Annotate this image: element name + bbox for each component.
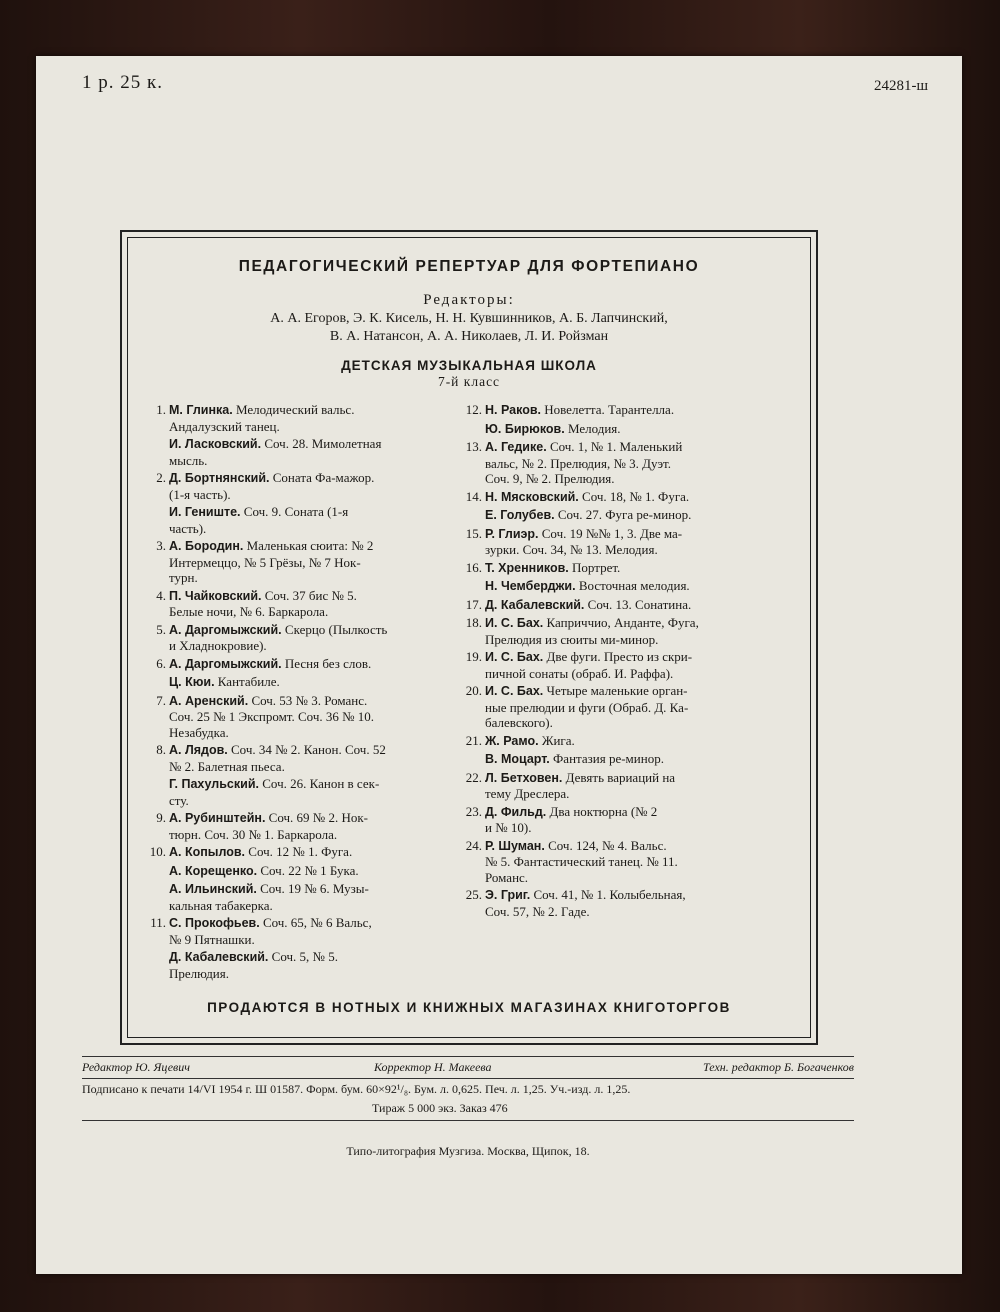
- entry-text: [485, 507, 776, 524]
- entry-line: [169, 949, 463, 966]
- entry-text: [485, 597, 776, 614]
- repertoire-entry: [456, 887, 776, 919]
- repertoire-entry: [456, 597, 776, 614]
- entry-text: [169, 622, 463, 654]
- composer-name: И. С. Бах.: [485, 616, 544, 630]
- entry-line: [485, 838, 776, 855]
- work-title: Мелодия.: [567, 420, 621, 436]
- work-title: Соч. 9. Соната (1-я: [243, 504, 349, 519]
- entry-text: [169, 402, 463, 434]
- composer-name: Ж. Рамо.: [485, 733, 539, 748]
- work-title: Романс.: [485, 869, 529, 885]
- repertoire-entry: [148, 674, 463, 691]
- repertoire-entry: [456, 615, 776, 647]
- composer-name: П. Чайковский.: [169, 588, 262, 603]
- work-title: пичной сонаты (обраб. И. Раффа).: [485, 665, 674, 681]
- entry-line: [485, 560, 776, 577]
- entry-number: [148, 863, 169, 880]
- entry-number: 5.: [156, 621, 166, 637]
- work-title: (1-я часть).: [169, 486, 231, 502]
- entry-number: [456, 507, 485, 524]
- entry-text: [169, 436, 463, 468]
- entry-number: 11.: [150, 915, 166, 930]
- entry-number: 10.: [149, 844, 166, 859]
- repertoire-entry: [148, 742, 463, 774]
- composer-name: Н. Мясковский.: [485, 489, 579, 504]
- repertoire-entry: [148, 470, 463, 502]
- entry-number: [148, 504, 169, 536]
- repertoire-entry: [456, 489, 776, 506]
- entry-text: [169, 674, 463, 691]
- repertoire-entry: [148, 656, 463, 673]
- entry-number: 17.: [465, 596, 482, 612]
- entry-number: 23.: [465, 803, 482, 819]
- composer-name: Г. Пахульский.: [169, 777, 259, 791]
- entry-number: [456, 578, 485, 595]
- entry-number: 22.: [465, 769, 482, 785]
- work-title: Кантабиле.: [217, 674, 280, 689]
- work-title: Соч. 28. Мимолетная: [264, 436, 382, 451]
- composer-name: А. Даргомыжский.: [169, 656, 282, 671]
- entry-text: [169, 844, 463, 861]
- box-title: ПЕДАГОГИЧЕСКИЙ РЕПЕРТУАР ДЛЯ ФОРТЕПИАНО: [238, 258, 700, 275]
- entry-text: [169, 949, 463, 981]
- entry-text: [169, 693, 463, 741]
- work-title: Жига.: [541, 732, 575, 748]
- entry-line: [169, 656, 463, 673]
- entry-number: 24.: [465, 837, 482, 853]
- entry-number: 14.: [465, 488, 482, 504]
- entry-text: [485, 578, 776, 595]
- entry-line: [169, 742, 463, 759]
- entry-text: [169, 470, 463, 502]
- entry-text: [485, 649, 776, 681]
- entry-number: 18.: [465, 615, 482, 630]
- entry-line: [169, 674, 463, 691]
- repertoire-entry: [456, 770, 776, 802]
- entry-text: [485, 560, 776, 577]
- entry-text: [485, 615, 776, 647]
- entry-line: [485, 649, 776, 666]
- work-title: Соч. 34 № 2. Канон. Соч. 52: [231, 742, 386, 757]
- entry-number: [456, 751, 485, 768]
- repertoire-entry: [148, 693, 463, 741]
- repertoire-entry: [148, 881, 463, 913]
- entry-line: [485, 683, 776, 700]
- entry-number: [148, 436, 169, 468]
- composer-name: А. Корещенко.: [169, 863, 258, 878]
- entry-text: [485, 838, 776, 886]
- work-title: Белые ночи, № 6. Баркарола.: [169, 604, 329, 619]
- composer-name: И. Гениште.: [169, 505, 241, 519]
- work-title: сту.: [169, 792, 189, 808]
- repertoire-right-column: [456, 402, 776, 921]
- composer-name: А. Аренский.: [169, 693, 249, 708]
- repertoire-entry: [456, 683, 776, 731]
- work-title: часть).: [169, 520, 207, 536]
- entry-text: [485, 887, 776, 919]
- grade-heading: 7-й класс: [437, 374, 501, 389]
- entry-text: [485, 683, 776, 731]
- entry-number: 19.: [465, 649, 482, 664]
- composer-name: Ц. Кюи.: [169, 675, 215, 689]
- repertoire-box: [120, 230, 818, 1045]
- repertoire-entry: [148, 949, 463, 981]
- work-title: мысль.: [169, 452, 208, 468]
- entry-text: [485, 526, 776, 558]
- composer-name: Ю. Бирюков.: [485, 421, 565, 436]
- repertoire-entry: [456, 804, 776, 836]
- entry-number: 1.: [156, 402, 166, 417]
- entry-line: [485, 887, 776, 904]
- entry-text: [485, 751, 776, 768]
- composer-name: Е. Голубев.: [485, 508, 555, 522]
- entry-line: [169, 810, 463, 827]
- entry-number: 12.: [465, 402, 482, 417]
- entry-number: [148, 674, 169, 691]
- work-title: Два ноктюрна (№ 2: [549, 803, 658, 819]
- work-title: зурки. Соч. 34, № 13. Мелодия.: [485, 542, 658, 557]
- editor-credit: Редактор Ю. Яцевич: [82, 1060, 190, 1074]
- work-title: Маленькая сюита: № 2: [246, 538, 374, 553]
- repertoire-entry: [148, 402, 463, 434]
- work-title: ные прелюдии и фуги (Обраб. Д. Ка-: [485, 699, 689, 715]
- work-title: Песня без слов.: [284, 655, 372, 671]
- work-title: Соч. 1, № 1. Маленький: [549, 439, 683, 454]
- work-title: Незабудка.: [169, 724, 229, 740]
- entry-line: [485, 507, 776, 524]
- entry-line: [169, 402, 463, 419]
- entry-line: [169, 915, 463, 932]
- work-title: вальс, № 2. Прелюдия, № 3. Дуэт.: [485, 455, 671, 471]
- repertoire-entry: [148, 622, 463, 654]
- entry-number: 4.: [156, 587, 166, 603]
- editors-line: В. А. Натансон, А. А. Николаев, Л. И. Ройзман: [329, 329, 609, 344]
- entry-number: [456, 421, 485, 438]
- entry-number: 3.: [156, 538, 166, 553]
- entry-line: [169, 844, 463, 861]
- entry-line: [169, 776, 463, 793]
- printer-info: Типо-литография Музгиза. Москва, Щипок, 18.: [346, 1144, 590, 1158]
- imprint-divider: [82, 1078, 854, 1079]
- work-title: Восточная мелодия.: [578, 578, 690, 593]
- work-title: Соч. 41, № 1. Колыбельная,: [533, 887, 686, 902]
- entry-number: 2.: [156, 470, 166, 485]
- entry-line: [169, 588, 463, 605]
- composer-name: С. Прокофьев.: [169, 916, 260, 930]
- work-title: Каприччио, Анданте, Фуга,: [546, 615, 699, 630]
- repertoire-entry: [456, 560, 776, 577]
- entry-line: [485, 751, 776, 768]
- work-title: № 9 Пятнашки.: [169, 931, 255, 947]
- entry-line: [169, 881, 463, 898]
- work-title: Мелодический вальс.: [235, 402, 355, 417]
- school-heading: ДЕТСКАЯ МУЗЫКАЛЬНАЯ ШКОЛА: [341, 358, 597, 373]
- entry-text: [485, 421, 776, 438]
- composer-name: Р. Глиэр.: [485, 526, 539, 541]
- entry-text: [485, 770, 776, 802]
- entry-text: [169, 588, 463, 620]
- work-title: Соч. 18, № 1. Фуга.: [582, 488, 690, 504]
- entry-line: [485, 578, 776, 595]
- repertoire-entry: [456, 439, 776, 487]
- entry-number: 21.: [465, 732, 482, 748]
- entry-line: [169, 436, 463, 453]
- composer-name: М. Глинка.: [169, 403, 233, 417]
- imprint-divider: [82, 1056, 854, 1057]
- work-title: балевского).: [485, 715, 553, 730]
- repertoire-entry: [148, 810, 463, 842]
- work-title: Соч. 27. Фуга ре-минор.: [557, 507, 692, 522]
- work-title: и Хладнокровие).: [169, 638, 267, 653]
- work-title: Интермеццо, № 5 Грёзы, № 7 Нок-: [169, 554, 361, 570]
- entry-text: [485, 489, 776, 506]
- entry-line: [169, 504, 463, 521]
- entry-number: 20.: [465, 683, 482, 698]
- entry-text: [169, 776, 463, 808]
- composer-name: Д. Бортнянский.: [169, 471, 270, 485]
- print-details: Подписано к печати 14/VI 1954 г. Ш 01587. Форм. бум. 60×92¹/₈. Бум. л. 0,625. Печ. л. 1,25. Уч.-изд. л. 1,25.: [82, 1082, 631, 1096]
- work-title: Соч. 26. Канон в сек-: [262, 776, 380, 791]
- repertoire-entry: [148, 915, 463, 947]
- work-title: тему Дреслера.: [485, 786, 570, 801]
- entry-text: [169, 863, 463, 880]
- work-title: Соч. 25 № 1 Экспромт. Соч. 36 № 10.: [169, 709, 375, 724]
- composer-name: А. Ильинский.: [169, 882, 257, 896]
- entry-text: [485, 402, 776, 419]
- print-run: Тираж 5 000 экз. Заказ 476: [372, 1101, 508, 1115]
- composer-name: Э. Григ.: [485, 888, 531, 902]
- repertoire-entry: [148, 504, 463, 536]
- repertoire-entry: [456, 578, 776, 595]
- work-title: Соч. 124, № 4. Вальс.: [548, 837, 667, 853]
- entry-line: [169, 470, 463, 487]
- work-title: Четыре маленькие орган-: [546, 683, 688, 698]
- repertoire-entry: [148, 844, 463, 861]
- entry-text: [485, 439, 776, 487]
- entry-line: [169, 693, 463, 710]
- entry-text: [169, 742, 463, 774]
- composer-name: А. Даргомыжский.: [169, 622, 282, 637]
- composer-name: Д. Фильд.: [485, 804, 547, 819]
- work-title: Девять вариаций на: [565, 769, 676, 785]
- work-title: Соч. 22 № 1 Бука.: [260, 862, 359, 878]
- repertoire-entry: [148, 863, 463, 880]
- work-title: № 2. Балетная пьеса.: [169, 758, 285, 774]
- entry-line: [169, 538, 463, 555]
- repertoire-entry: [456, 526, 776, 558]
- entry-line: [485, 597, 776, 614]
- composer-name: А. Рубинштейн.: [169, 811, 266, 825]
- work-title: Соч. 13. Сонатина.: [587, 596, 692, 612]
- entry-number: [148, 881, 169, 913]
- repertoire-entry: [148, 436, 463, 468]
- work-title: Соч. 53 № 3. Романс.: [251, 692, 368, 708]
- imprint-divider: [82, 1120, 854, 1121]
- entry-text: [169, 538, 463, 586]
- repertoire-entry: [148, 776, 463, 808]
- composer-name: Д. Кабалевский.: [169, 950, 269, 964]
- entry-line: [485, 770, 776, 787]
- work-title: Соч. 9, № 2. Прелюдия.: [485, 471, 615, 486]
- editors-heading: Редакторы:: [423, 292, 515, 308]
- entry-number: [148, 949, 169, 981]
- entry-number: 16.: [465, 559, 482, 575]
- work-title: Портрет.: [572, 559, 621, 575]
- work-title: Прелюдия из сюиты ми-минор.: [485, 631, 659, 647]
- work-title: № 5. Фантастический танец. № 11.: [485, 854, 678, 869]
- repertoire-entry: [148, 538, 463, 586]
- sales-notice: ПРОДАЮТСЯ В НОТНЫХ И КНИЖНЫХ МАГАЗИНАХ КНИГОТОРГОВ: [207, 1000, 731, 1015]
- work-title: Соч. 19 №№ 1, 3. Две ма-: [541, 525, 683, 541]
- work-title: Новелетта. Тарантелла.: [544, 402, 675, 417]
- work-title: кальная табакерка.: [169, 897, 273, 913]
- entry-text: [485, 804, 776, 836]
- entry-text: [169, 656, 463, 673]
- composer-name: Н. Раков.: [485, 403, 541, 417]
- work-title: Андалузский танец.: [169, 418, 280, 434]
- work-title: Соч. 5, № 5.: [271, 949, 338, 964]
- entry-text: [485, 733, 776, 750]
- work-title: Соч. 12 № 1. Фуга.: [248, 844, 353, 859]
- repertoire-entry: [456, 402, 776, 419]
- entry-text: [169, 810, 463, 842]
- repertoire-entry: [456, 733, 776, 750]
- entry-line: [169, 622, 463, 639]
- repertoire-entry: [148, 588, 463, 620]
- composer-name: В. Моцарт.: [485, 752, 550, 766]
- work-title: Соч. 37 бис № 5.: [264, 587, 357, 603]
- work-title: Прелюдия.: [169, 965, 229, 981]
- entry-line: [485, 615, 776, 632]
- entry-line: [485, 733, 776, 750]
- entry-line: [485, 526, 776, 543]
- imprint-credits: [82, 1060, 854, 1076]
- entry-line: [485, 439, 776, 456]
- entry-line: [485, 402, 776, 419]
- work-title: Соч. 19 № 6. Музы-: [260, 881, 369, 896]
- entry-number: [148, 776, 169, 808]
- repertoire-entry: [456, 421, 776, 438]
- work-title: Соната Фа-мажор.: [272, 470, 375, 485]
- catalog-code: 24281-ш: [873, 78, 928, 94]
- work-title: Соч. 57, № 2. Гаде.: [485, 903, 590, 919]
- entry-text: [169, 504, 463, 536]
- entry-number: 8.: [156, 742, 166, 757]
- repertoire-entry: [456, 751, 776, 768]
- repertoire-left-column: [148, 402, 463, 983]
- entry-number: 25.: [465, 887, 482, 902]
- editors-list: [152, 310, 786, 346]
- composer-name: А. Копылов.: [169, 845, 246, 859]
- composer-name: Л. Бетховен.: [485, 770, 563, 785]
- work-title: Соч. 65, № 6 Вальс,: [262, 915, 372, 930]
- entry-text: [169, 881, 463, 913]
- work-title: Фантазия ре-минор.: [553, 751, 664, 766]
- entry-number: 13.: [465, 439, 482, 454]
- entry-line: [485, 489, 776, 506]
- composer-name: Н. Чемберджи.: [485, 579, 576, 593]
- entry-text: [169, 915, 463, 947]
- repertoire-entry: [456, 838, 776, 886]
- price: 1 р. 25 к.: [82, 72, 163, 93]
- entry-line: [169, 863, 463, 880]
- work-title: Соч. 69 № 2. Нок-: [268, 810, 368, 825]
- entry-line: [485, 804, 776, 821]
- repertoire-entry: [456, 507, 776, 524]
- composer-name: Р. Шуман.: [485, 838, 545, 853]
- entry-number: 15.: [465, 525, 482, 541]
- tech-editor-credit: Техн. редактор Б. Богаченков: [703, 1060, 854, 1074]
- repertoire-entry: [456, 649, 776, 681]
- composer-name: А. Бородин.: [169, 539, 244, 553]
- composer-name: И. С. Бах.: [485, 684, 544, 698]
- entry-number: 9.: [156, 810, 166, 825]
- entry-line: [485, 421, 776, 438]
- composer-name: И. С. Бах.: [485, 650, 544, 664]
- work-title: и № 10).: [485, 820, 532, 835]
- work-title: турн.: [169, 570, 198, 585]
- editors-line: А. А. Егоров, Э. К. Кисель, Н. Н. Кувшинников, А. Б. Лапчинский,: [270, 311, 668, 326]
- composer-name: А. Гедике.: [485, 440, 547, 454]
- proofreader-credit: Корректор Н. Макеева: [374, 1060, 492, 1074]
- composer-name: Д. Кабалевский.: [485, 597, 585, 612]
- work-title: Две фуги. Престо из скри-: [546, 649, 693, 664]
- work-title: Скерцо (Пылкость: [284, 621, 388, 637]
- work-title: тюрн. Соч. 30 № 1. Баркарола.: [169, 826, 338, 842]
- composer-name: Т. Хренников.: [485, 560, 569, 575]
- composer-name: А. Лядов.: [169, 743, 228, 757]
- entry-number: 7.: [156, 692, 166, 708]
- entry-number: 6.: [156, 655, 166, 671]
- composer-name: И. Ласковский.: [169, 437, 262, 451]
